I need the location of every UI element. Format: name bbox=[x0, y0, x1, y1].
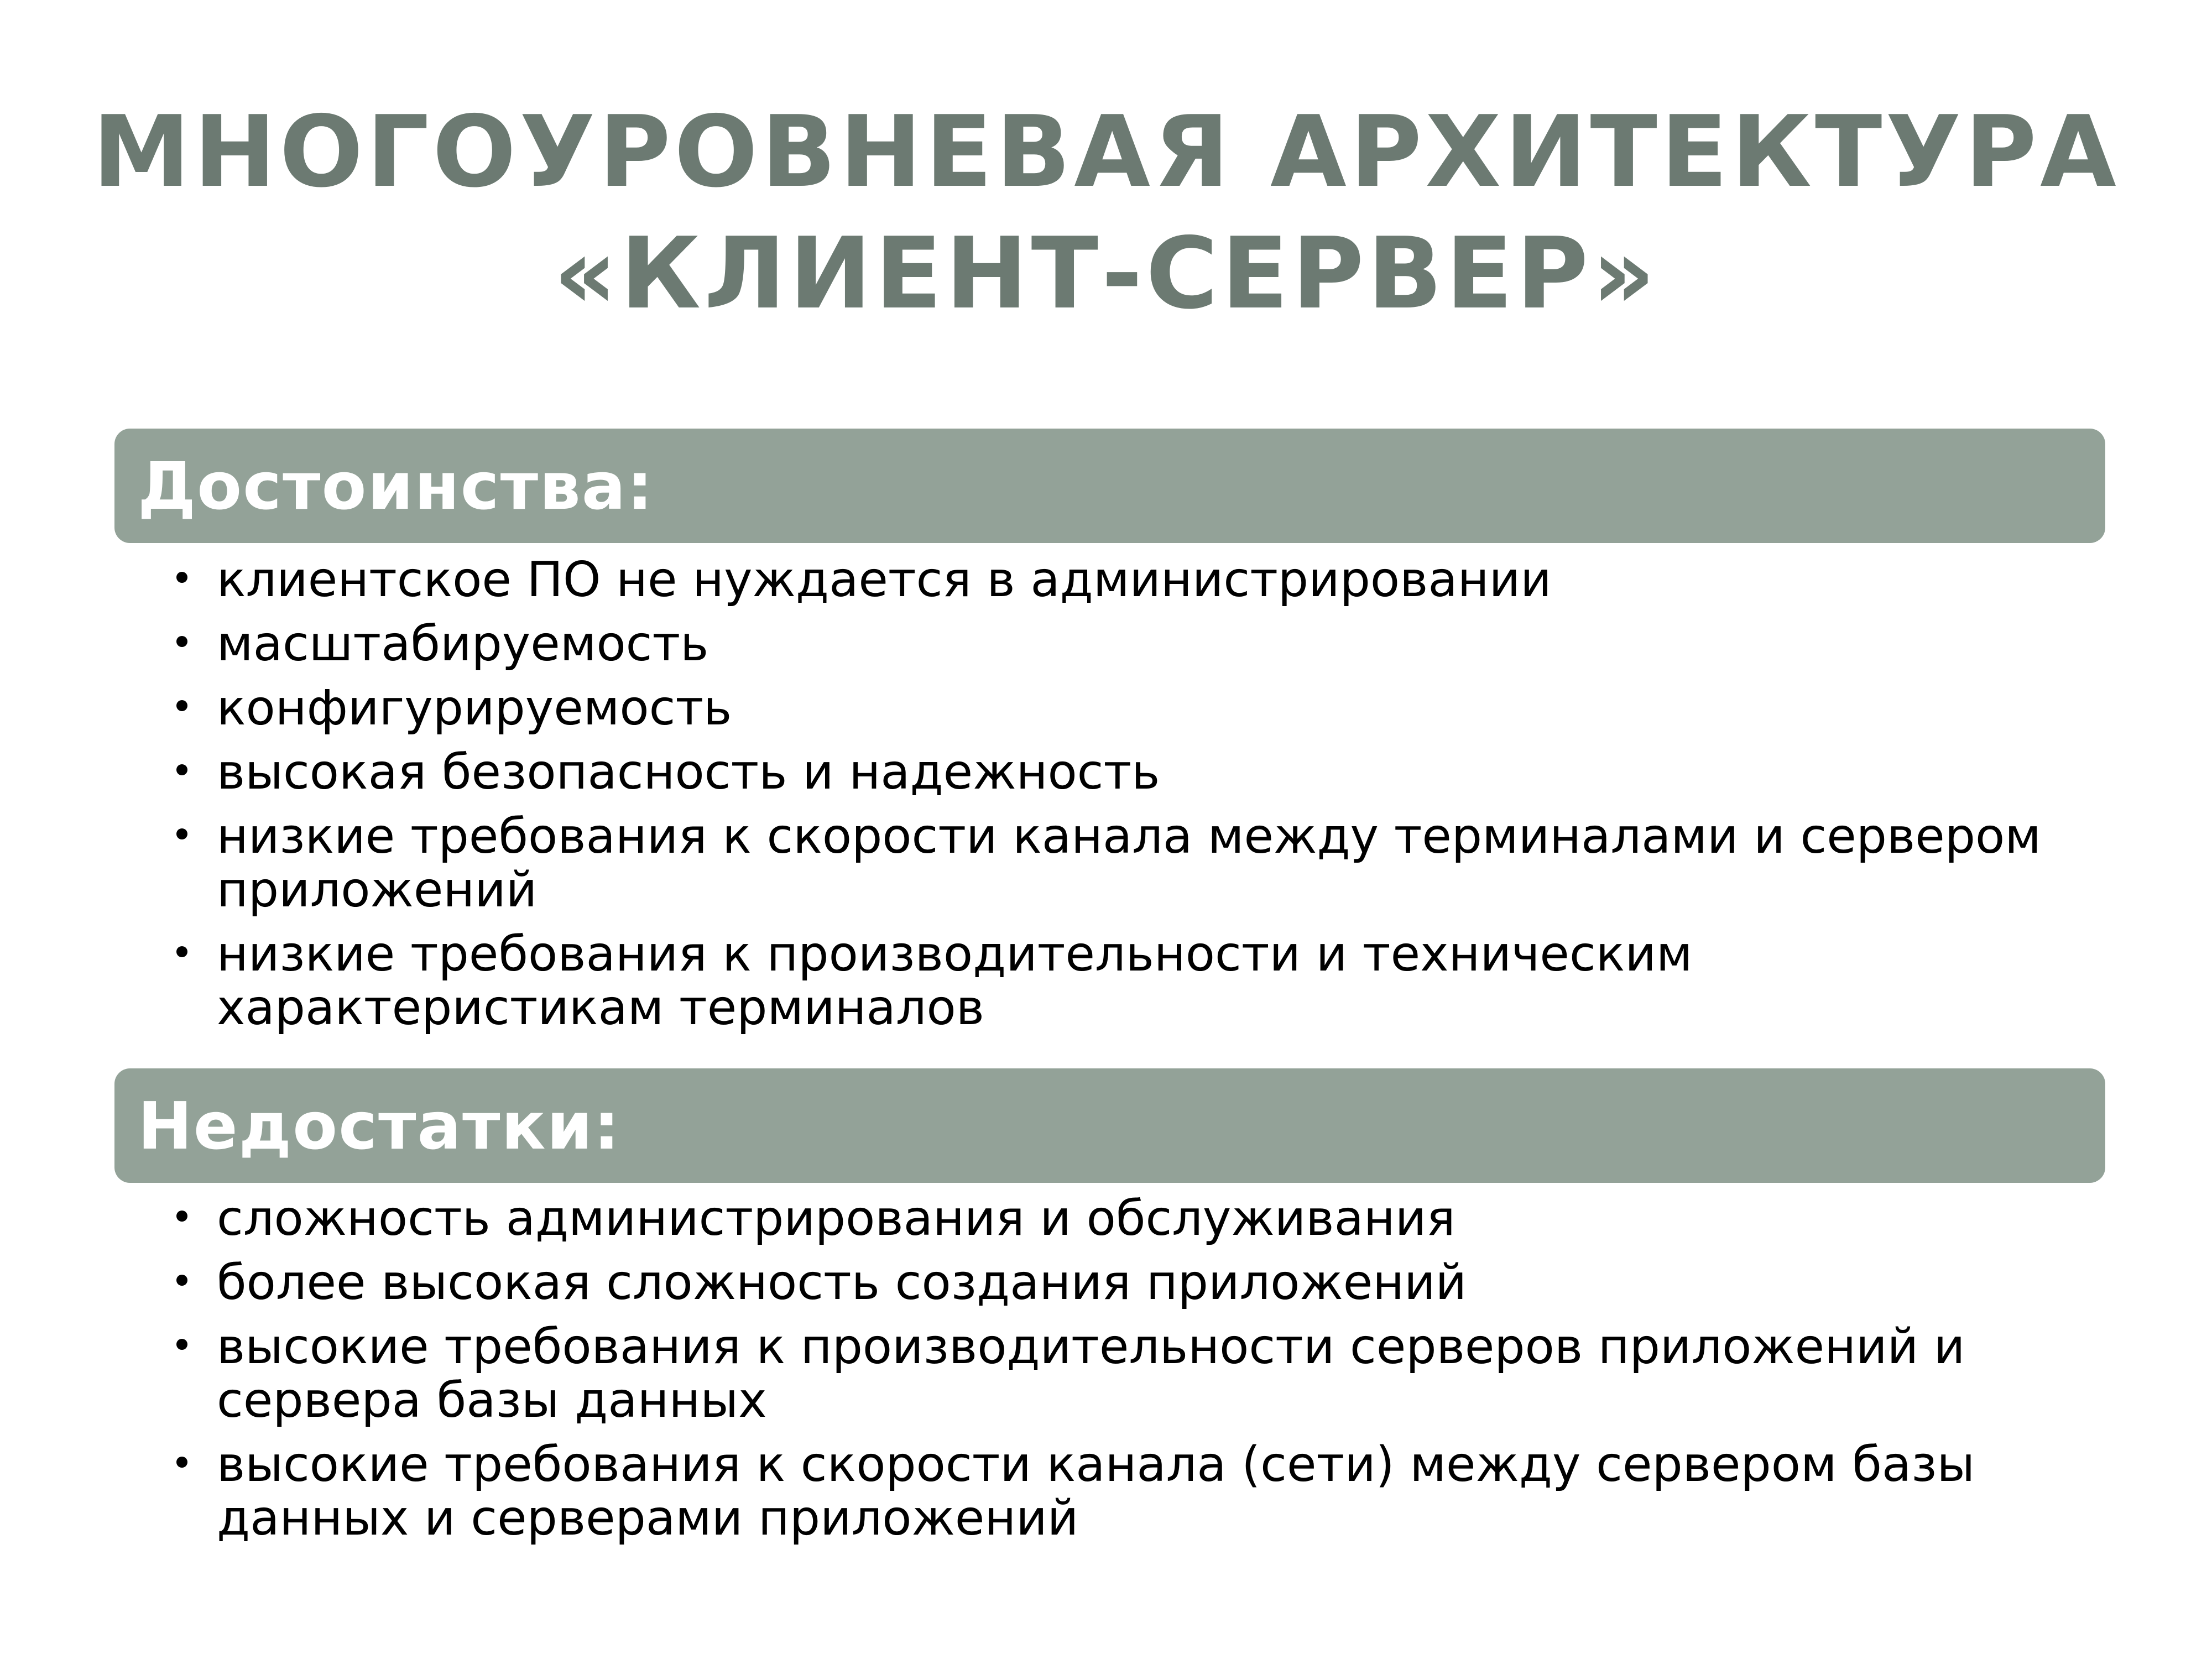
list-item-text: конфигурируемость bbox=[217, 680, 732, 736]
list-item bbox=[171, 927, 2107, 1035]
list-item-text: высокие требования к скорости канала (сети) между сервером базы данных и серверами приложений bbox=[217, 1436, 1975, 1546]
bullet-icon bbox=[176, 764, 187, 775]
bullet-icon bbox=[176, 700, 187, 711]
list-item-text: более высокая сложность создания приложений bbox=[217, 1254, 1467, 1311]
pros-header-label: Достоинства: bbox=[138, 447, 654, 524]
bullet-icon bbox=[176, 1457, 187, 1468]
bullet-icon bbox=[176, 1211, 187, 1222]
pros-list bbox=[171, 553, 2107, 1045]
list-item-text: низкие требования к производительности и техническим характеристикам терминалов bbox=[217, 926, 1693, 1036]
bullet-icon bbox=[176, 828, 187, 839]
list-item bbox=[171, 810, 2107, 917]
list-item-text: высокая безопасность и надежность bbox=[217, 744, 1160, 800]
pros-header-bar bbox=[114, 429, 2105, 543]
cons-header-bar bbox=[114, 1068, 2105, 1183]
list-item bbox=[171, 617, 2107, 671]
list-item bbox=[171, 1438, 2107, 1545]
title-line-2: «КЛИЕНТ-СЕРВЕР» bbox=[553, 216, 1659, 331]
bullet-icon bbox=[176, 1275, 187, 1286]
list-item bbox=[171, 1256, 2107, 1310]
bullet-icon bbox=[176, 636, 187, 647]
title-line-1: МНОГОУРОВНЕВАЯ АРХИТЕКТУРА bbox=[92, 95, 2120, 209]
bullet-icon bbox=[176, 946, 187, 957]
cons-header-label: Недостатки: bbox=[138, 1087, 621, 1164]
list-item bbox=[171, 553, 2107, 607]
list-item bbox=[171, 1320, 2107, 1427]
bullet-icon bbox=[176, 1339, 187, 1350]
list-item bbox=[171, 745, 2107, 799]
list-item bbox=[171, 1192, 2107, 1245]
list-item-text: сложность администрирования и обслуживания bbox=[217, 1190, 1455, 1246]
page-title bbox=[0, 91, 2212, 335]
list-item bbox=[171, 681, 2107, 735]
list-item-text: масштабируемость bbox=[217, 615, 709, 672]
list-item-text: клиентское ПО не нуждается в администрировании bbox=[217, 551, 1552, 608]
list-item-text: высокие требования к производительности серверов приложений и сервера базы данных bbox=[217, 1318, 1965, 1428]
cons-list bbox=[171, 1192, 2107, 1556]
list-item-text: низкие требования к скорости канала между терминалами и сервером приложений bbox=[217, 808, 2041, 918]
bullet-icon bbox=[176, 572, 187, 583]
